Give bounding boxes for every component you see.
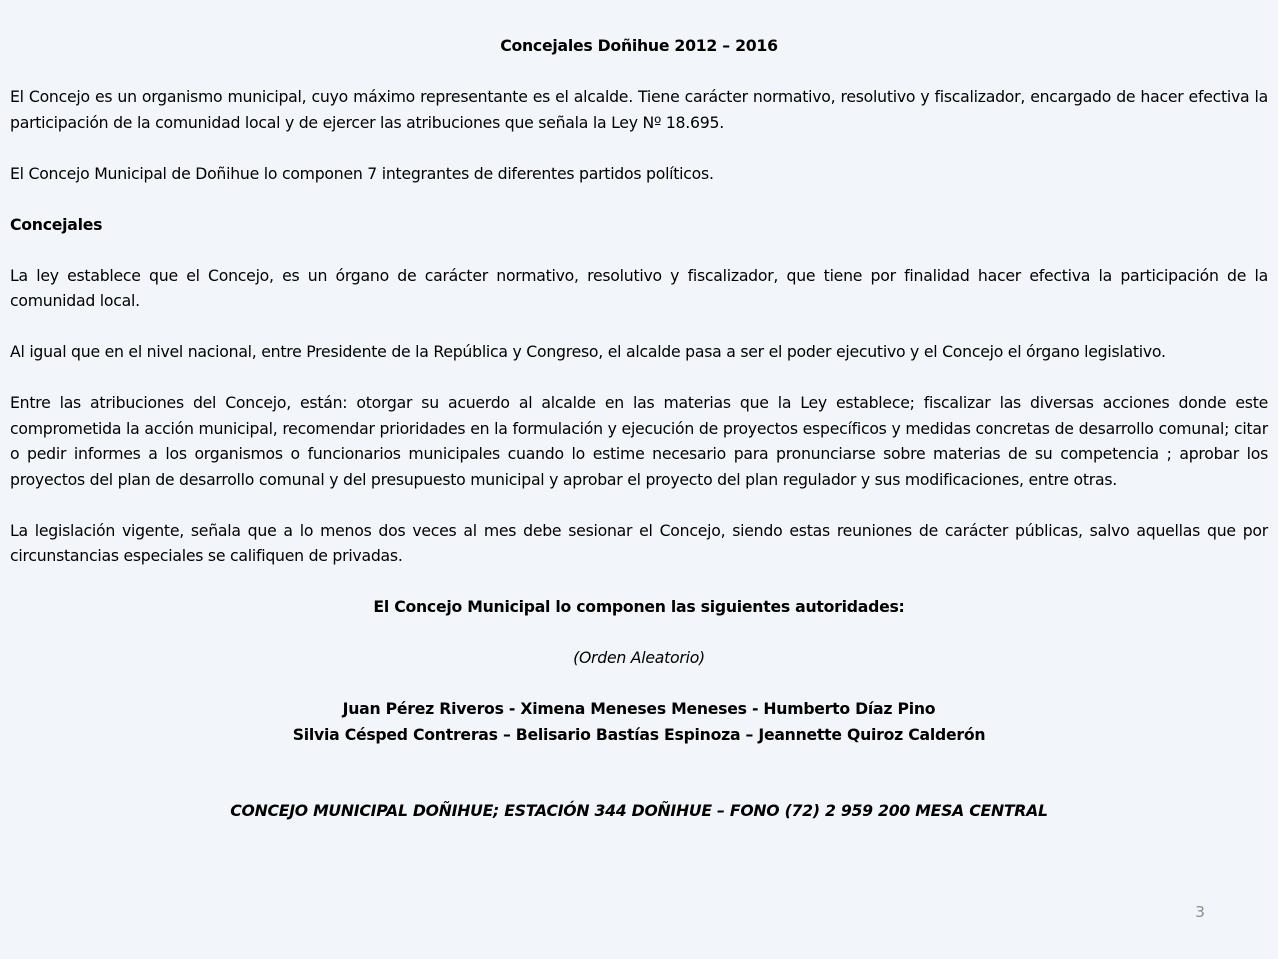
paragraph-composition: El Concejo Municipal de Doñihue lo componen 7 integrantes de diferentes partidos políticos.: [10, 163, 714, 183]
council-names-line-2: Silvia Césped Contreras – Belisario Bastías Espinoza – Jeannette Quiroz Calderón: [292, 724, 986, 744]
authorities-heading: El Concejo Municipal lo componen las siguientes autoridades:: [373, 597, 905, 616]
council-names-line-1: Juan Pérez Riveros - Ximena Meneses Meneses - Humberto Díaz Pino: [342, 699, 936, 718]
paragraph-national-comparison: Al igual que en el nivel nacional, entre Presidente de la República y Congreso, el alcalde pasa a ser el poder ejecutivo y el Concejo el órgano legislativo.: [10, 342, 1166, 361]
paragraph-concejo-definition: El Concejo es un organismo municipal, cuyo máximo representante es el alcalde. Tiene carácter normativo, resolutivo y fiscalizador, encargado de hacer efectiva la participación de la comunidad local y de ejercer las atribuciones que señala la Ley Nº 18.695.: [10, 87, 1268, 132]
slide-content: [10, 33, 1268, 824]
page-number: 3: [1195, 903, 1205, 921]
paragraph-sessions: La legislación vigente, señala que a lo menos dos veces al mes debe sesionar el Concejo, siendo estas reuniones de carácter públicas, salvo aquellas que por circunstancias especiales se califiquen de privadas.: [10, 520, 1268, 565]
contact-line: CONCEJO MUNICIPAL DOÑIHUE; ESTACIÓN 344 DOÑIHUE – FONO (72) 2 959 200 MESA CENTRAL: [230, 801, 1048, 820]
section-heading-concejales: Concejales: [10, 214, 103, 234]
paragraph-law: La ley establece que el Concejo, es un órgano de carácter normativo, resolutivo y fiscalizador, que tiene por finalidad hacer efectiva la participación de la comunidad local.: [10, 265, 1268, 310]
document-title: Concejales Doñihue 2012 – 2016: [500, 36, 778, 55]
paragraph-attributions: Entre las atribuciones del Concejo, están: otorgar su acuerdo al alcalde en las materias que la Ley establece; fiscalizar las diversas acciones donde este comprometida la acción municipal, recomendar prioridades en la formulación y ejecución de proyectos específicos y medidas concretas de desarrollo comunal; citar o pedir informes a los organismos o funcionarios municipales cuando lo estime necesario para pronunciarse sobre materias de su competencia ; aprobar los proyectos del plan de desarrollo comunal y del presupuesto municipal y aprobar el proyecto del plan regulador y sus modificaciones, entre otras.: [10, 393, 1268, 489]
order-note: (Orden Aleatorio): [573, 648, 705, 667]
